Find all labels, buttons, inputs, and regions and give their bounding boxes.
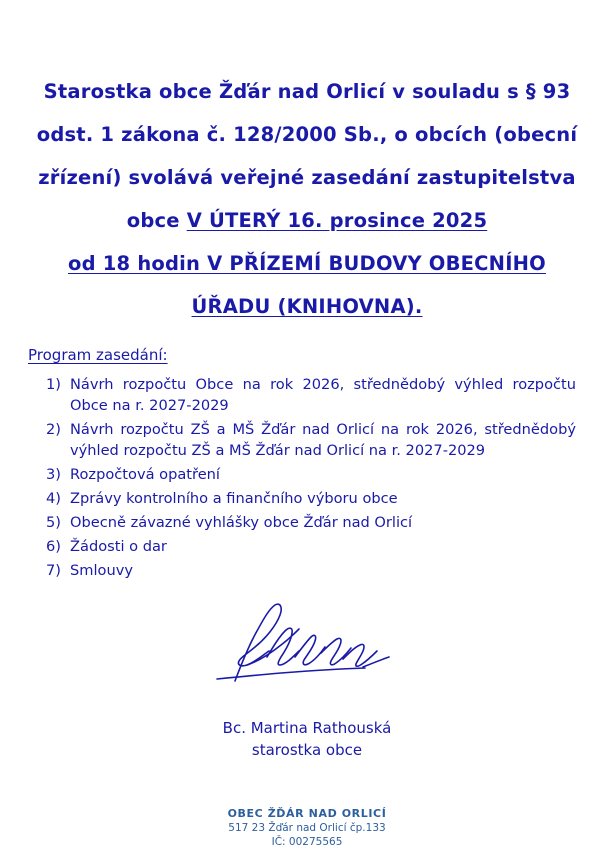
- agenda-item-text: Smlouvy: [70, 562, 133, 579]
- heading-block: [0, 0, 614, 328]
- heading-date-emphasis: V ÚTERÝ 16. prosince 2025: [186, 209, 488, 232]
- agenda-list: [0, 374, 614, 581]
- agenda-item-number: 7): [46, 562, 61, 579]
- heading-line-6: ÚŘADU (KNIHOVNA).: [191, 295, 423, 318]
- agenda-item: [46, 512, 576, 533]
- heading-line-4: [30, 199, 584, 242]
- heading-line-3: zřízení) svolává veřejné zasedání zastupitelstva: [38, 166, 576, 189]
- handwritten-signature-icon: [197, 595, 417, 705]
- agenda-item: [46, 374, 576, 416]
- signature-name: Bc. Martina Rathouská: [222, 719, 392, 737]
- signature-role: starostka obce: [251, 741, 363, 759]
- heading-line-2: odst. 1 zákona č. 128/2000 Sb., o obcích (obecní: [36, 123, 578, 146]
- agenda-item-text: Žádosti o dar: [70, 538, 167, 555]
- agenda-item-text: Zprávy kontrolního a finančního výboru obce: [70, 490, 398, 507]
- agenda-item-number: 5): [46, 514, 61, 531]
- agenda-item: [46, 419, 576, 461]
- agenda-item: [46, 488, 576, 509]
- heading-line-4-prefix: obce: [126, 209, 187, 232]
- agenda-item: [46, 536, 576, 557]
- footer-block: [0, 806, 614, 849]
- agenda-item-number: 4): [46, 490, 61, 507]
- agenda-item-text: Návrh rozpočtu Obce na rok 2026, střednědobý výhled rozpočtu Obce na r. 2027-2029: [70, 376, 576, 414]
- agenda-item: [46, 464, 576, 485]
- heading-line-1: Starostka obce Žďár nad Orlicí v souladu s § 93: [43, 80, 571, 103]
- agenda-item-number: 6): [46, 538, 61, 555]
- footer-address: 517 23 Žďár nad Orlicí čp.133: [228, 822, 386, 834]
- agenda-item-text: Návrh rozpočtu ZŠ a MŠ Žďár nad Orlicí na rok 2026, střednědobý výhled rozpočtu ZŠ a MŠ Žďár nad Orlicí na r. 2027-2029: [70, 421, 576, 459]
- heading-line-5: od 18 hodin V PŘÍZEMÍ BUDOVY OBECNÍHO: [68, 252, 546, 275]
- agenda-item-text: Obecně závazné vyhlášky obce Žďár nad Orlicí: [70, 514, 413, 531]
- agenda-item-number: 2): [46, 421, 61, 438]
- agenda-item-number: 3): [46, 466, 61, 483]
- agenda-item-text: Rozpočtová opatření: [70, 466, 220, 483]
- signature-area: [0, 595, 614, 715]
- agenda-item-number: 1): [46, 376, 61, 393]
- program-title: Program zasedání:: [28, 346, 168, 364]
- footer-ico: IČ: 00275565: [271, 836, 343, 848]
- agenda-item: [46, 560, 576, 581]
- footer-organization: OBEC ŽĎÁR NAD ORLICÍ: [227, 807, 387, 820]
